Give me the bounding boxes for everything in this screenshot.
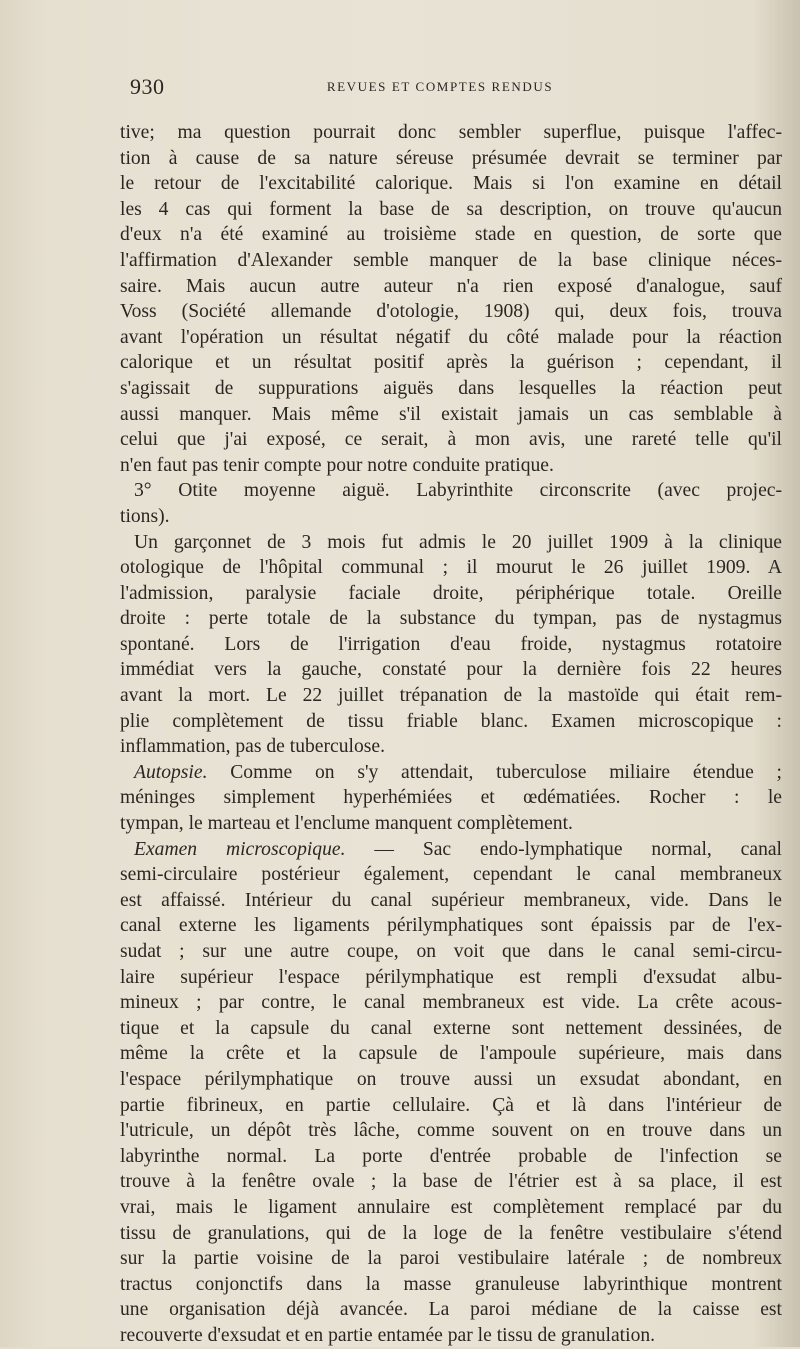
text-line: recouverte d'exsudat et en partie entamée par le tissu de granulation. bbox=[120, 1324, 656, 1346]
body-text bbox=[120, 120, 782, 1349]
text-line: labyrinthe normal. La porte d'entrée probable de l'infection se bbox=[120, 1145, 782, 1167]
text-line-rest: — Sac endo-lymphatique normal, canal bbox=[345, 838, 783, 860]
text-line: otologique de l'hôpital communal ; il mourut le 26 juillet 1909. A bbox=[120, 557, 782, 579]
text-line: 3° Otite moyenne aiguë. Labyrinthite circonscrite (avec projec- bbox=[134, 480, 782, 502]
text-line-rest: Comme on s'y attendait, tuberculose miliaire étendue ; bbox=[207, 761, 782, 783]
text-line: partie fibrineux, en partie cellulaire. Çà et là dans l'intérieur de bbox=[120, 1094, 782, 1116]
text-line bbox=[120, 837, 782, 863]
text-line: laire supérieur l'espace périlymphatique est rempli d'exsudat albu- bbox=[120, 966, 782, 988]
text-line: d'eux n'a été examiné au troisième stade en question, de sorte que bbox=[120, 224, 782, 246]
text-line: canal externe les ligaments périlymphatiques sont épaissis par de l'ex- bbox=[120, 915, 782, 937]
text-line: sudat ; sur une autre coupe, on voit que dans le canal semi-circu- bbox=[120, 941, 782, 962]
text-line: trouve à la fenêtre ovale ; la base de l'étrier est à sa place, il est bbox=[120, 1171, 782, 1193]
text-line: l'utricule, un dépôt très lâche, comme souvent on en trouve dans un bbox=[120, 1120, 782, 1142]
section-heading-examen: Examen microscopique. bbox=[134, 838, 346, 860]
page-number: 930 bbox=[130, 74, 165, 99]
text-line: avant la mort. Le 22 juillet trépanation de la mastoïde qui était rem- bbox=[120, 685, 782, 707]
text-line: méninges simplement hyperhémiées et œdématiées. Rocher : le bbox=[120, 787, 782, 809]
text-line: l'affirmation d'Alexander semble manquer de la base clinique néces- bbox=[120, 249, 782, 271]
text-line: saire. Mais aucun autre auteur n'a rien exposé d'analogue, sauf bbox=[120, 275, 782, 297]
text-line: vrai, mais le ligament annulaire est complètement remplacé par du bbox=[120, 1196, 782, 1218]
text-line: Un garçonnet de 3 mois fut admis le 20 juillet 1909 à la clinique bbox=[134, 531, 782, 553]
page-header bbox=[120, 74, 760, 104]
text-line: s'agissait de suppurations aiguës dans lesquelles la réaction peut bbox=[120, 377, 782, 399]
text-line: avant l'opération un résultat négatif du côté malade pour la réaction bbox=[120, 326, 782, 348]
text-line: l'admission, paralysie faciale droite, périphérique totale. Oreille bbox=[120, 582, 782, 604]
text-line bbox=[120, 760, 782, 786]
text-line: inflammation, pas de tuberculose. bbox=[120, 736, 385, 758]
text-line: tympan, le marteau et l'enclume manquent complètement. bbox=[120, 813, 573, 835]
text-line: le retour de l'excitabilité calorique. Mais si l'on examine en détail bbox=[120, 173, 782, 195]
text-line: immédiat vers la gauche, constaté pour la dernière fois 22 heures bbox=[120, 659, 782, 681]
text-line: aussi manquer. Mais même s'il existait jamais un cas semblable à bbox=[120, 403, 782, 425]
running-head: REVUES ET COMPTES RENDUS bbox=[326, 79, 554, 94]
text-line: tissu de granulations, qui de la loge de la fenêtre vestibulaire s'étend bbox=[120, 1222, 782, 1244]
text-line: mineux ; par contre, le canal membraneux est vide. La crête acous- bbox=[120, 992, 782, 1014]
text-line: sur la partie voisine de la paroi vestibulaire latérale ; de nombreux bbox=[120, 1248, 782, 1270]
text-line: spontané. Lors de l'irrigation d'eau froide, nystagmus rotatoire bbox=[120, 633, 782, 655]
text-line: tique et la capsule du canal externe sont nettement dessinées, de bbox=[120, 1017, 782, 1039]
text-line: l'espace périlymphatique on trouve aussi un exsudat abondant, en bbox=[120, 1068, 782, 1090]
text-line: même la crête et la capsule de l'ampoule supérieure, mais dans bbox=[120, 1043, 782, 1065]
text-line: n'en faut pas tenir compte pour notre conduite pratique. bbox=[120, 454, 554, 476]
section-heading-autopsie: Autopsie. bbox=[134, 761, 208, 783]
text-line: plie complètement de tissu friable blanc. Examen microscopique : bbox=[120, 710, 782, 732]
text-line: tive; ma question pourrait donc sembler superflue, puisque l'affec- bbox=[120, 122, 782, 143]
text-line: Voss (Société allemande d'otologie, 1908) qui, deux fois, trouva bbox=[120, 301, 782, 323]
text-line: droite : perte totale de la substance du tympan, pas de nystagmus bbox=[120, 608, 782, 630]
text-line: les 4 cas qui forment la base de sa description, on trouve qu'aucun bbox=[120, 198, 782, 220]
text-line: calorique et un résultat positif après la guérison ; cependant, il bbox=[120, 352, 782, 374]
text-line: celui que j'ai exposé, ce serait, à mon avis, une rareté telle qu'il bbox=[120, 429, 782, 451]
text-line: tractus conjonctifs dans la masse granuleuse labyrinthique montrent bbox=[120, 1273, 782, 1295]
text-line: semi-circulaire postérieur également, cependant le canal membraneux bbox=[120, 864, 782, 886]
text-line: tions). bbox=[120, 505, 170, 527]
text-line: une organisation déjà avancée. La paroi médiane de la caisse est bbox=[120, 1299, 782, 1321]
text-line: est affaissé. Intérieur du canal supérieur membraneux, vide. Dans le bbox=[120, 889, 782, 911]
text-line: tion à cause de sa nature séreuse présumée devrait se terminer par bbox=[120, 147, 782, 169]
